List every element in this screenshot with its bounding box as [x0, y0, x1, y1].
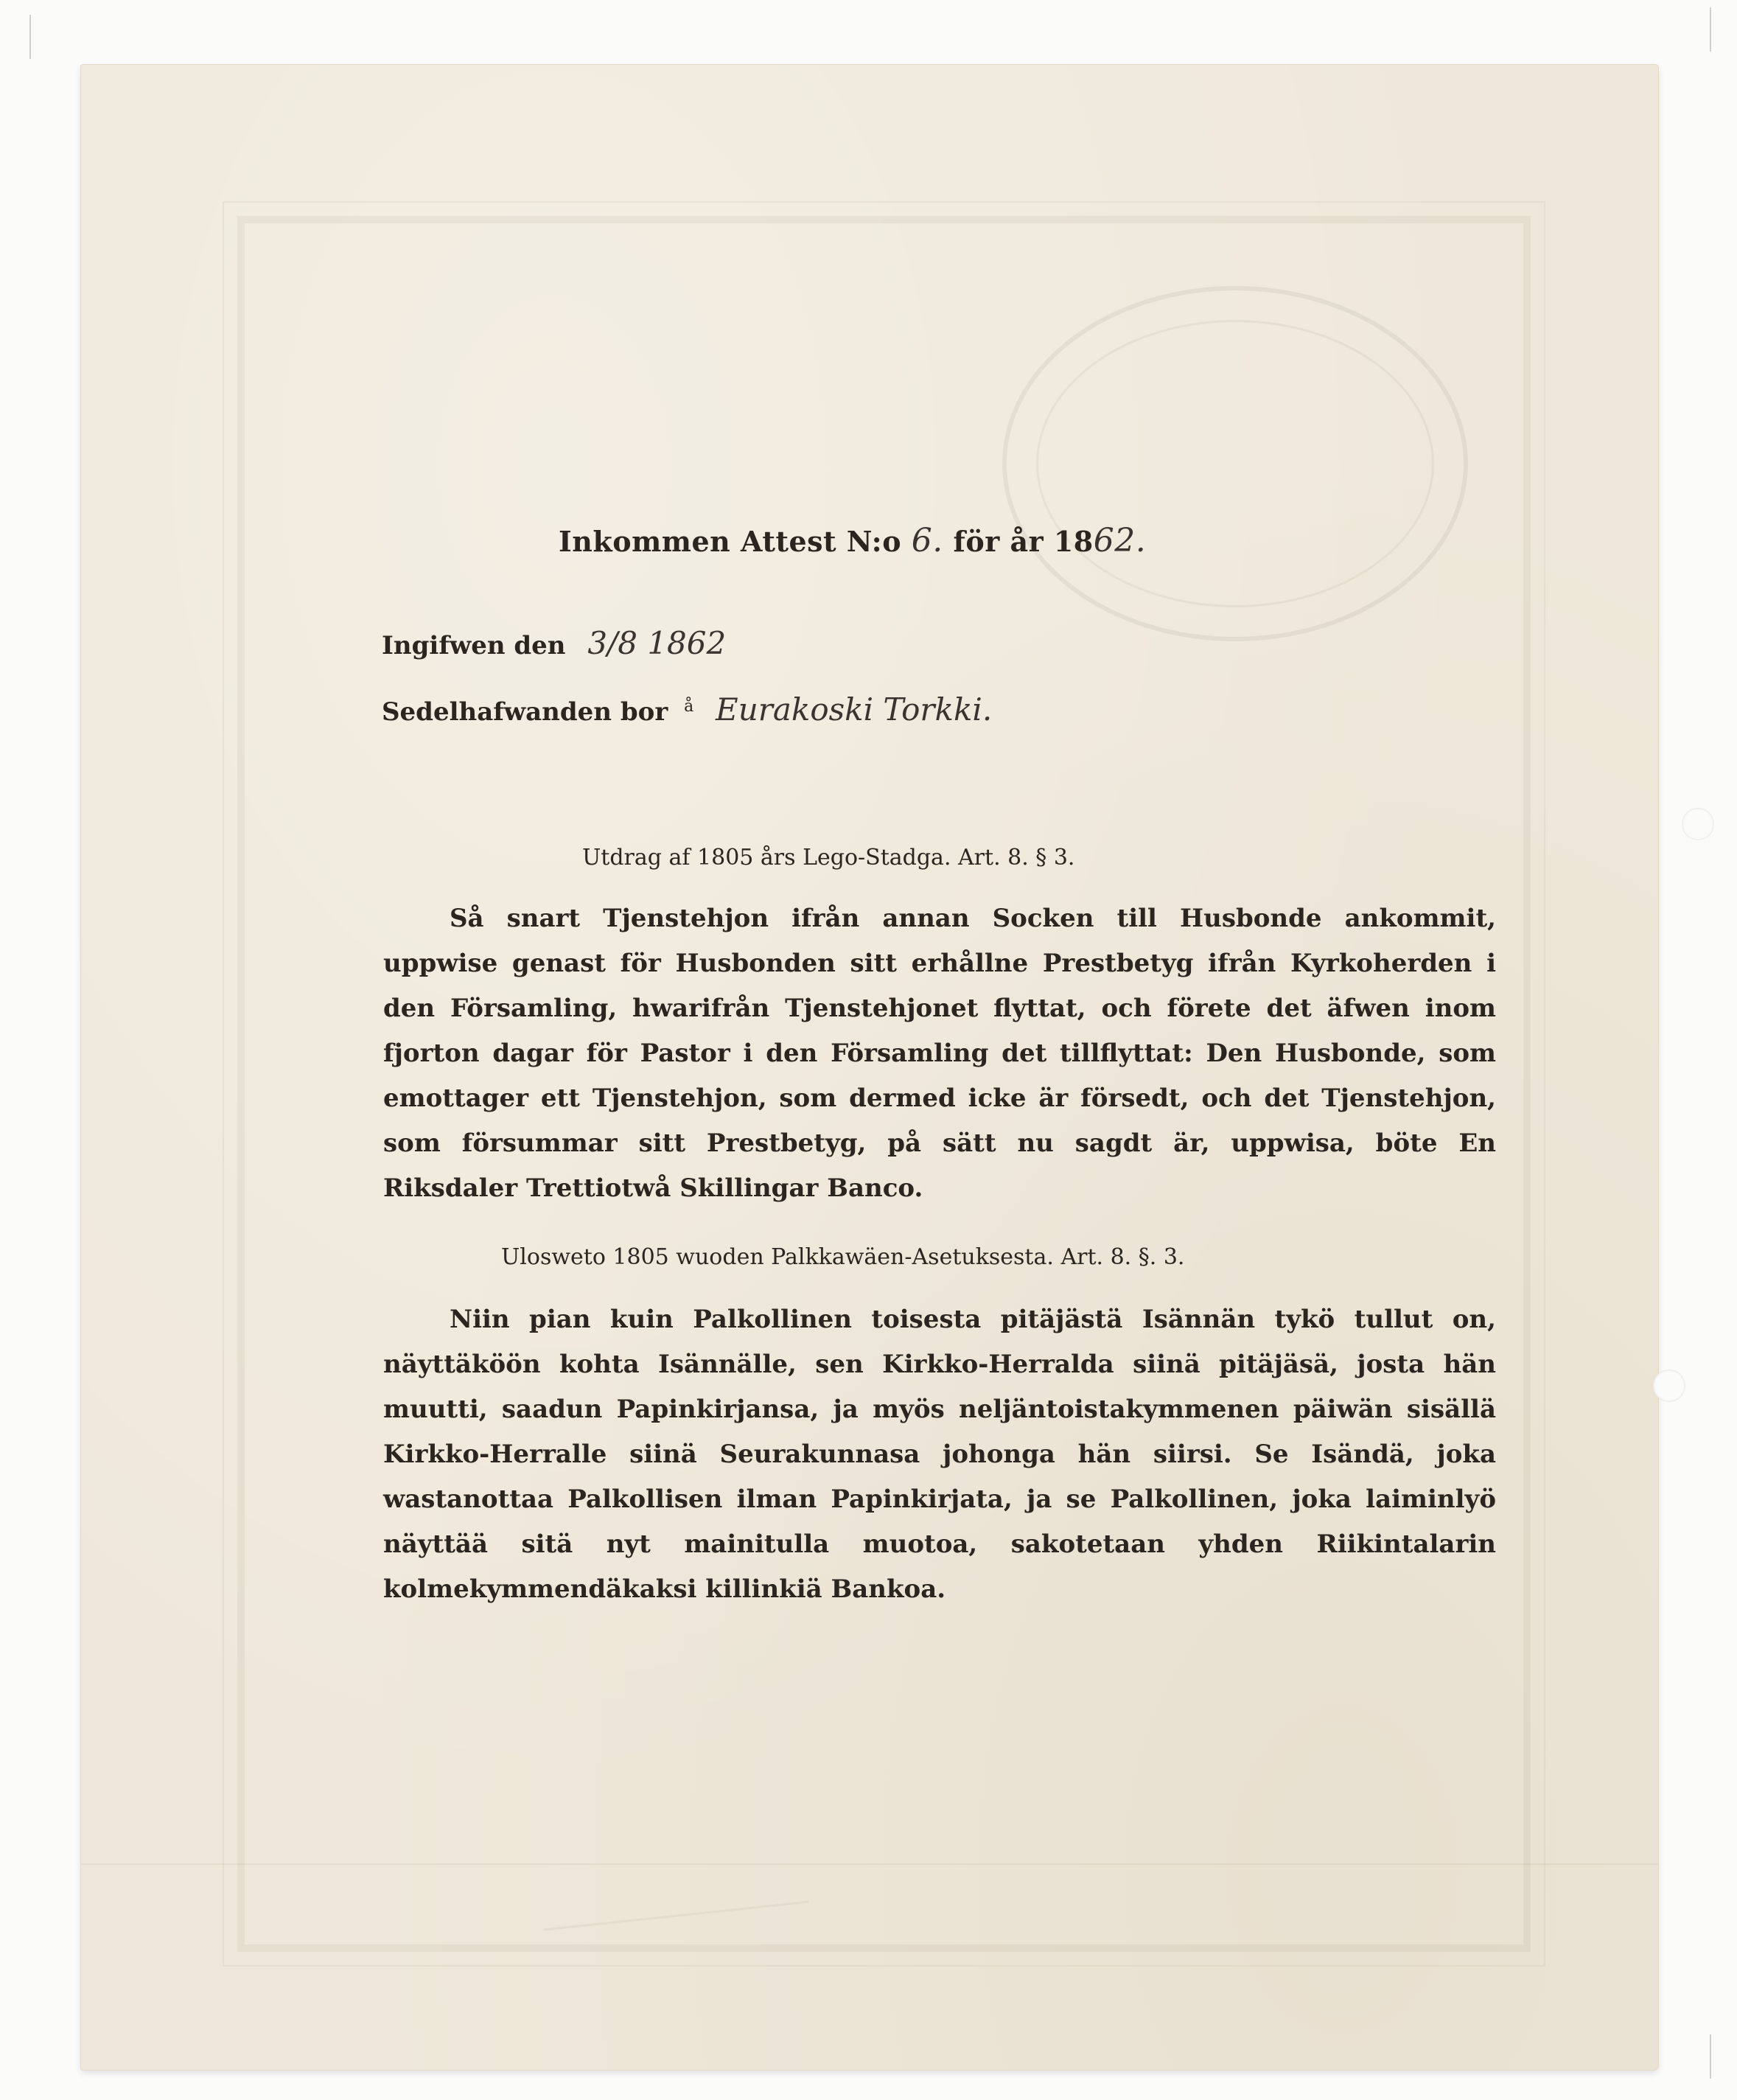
- finnish-heading: Ulosweto 1805 wuoden Palkkawäen-Asetuksesta. Art. 8. §. 3.: [501, 1244, 1185, 1270]
- punch-hole: [1653, 1370, 1685, 1402]
- bleed-through-stamp: [1002, 286, 1468, 641]
- finnish-paragraph: Niin pian kuin Palkollinen toisesta pitäjästä Isännän tykö tullut on, näyttäköön kohta Isännälle, sen Kirkko-Herralda siinä pitäjäsä, josta hän muutti, saadun Papinkirjansa, ja myös neljäntoistakymmenen päiwän sisällä Kirkko-Herralle siinä Seurakunnasa johonga hän siirsi. Se Isändä, joka wastanottaa Palkollisen ilman Papinkirjata, ja se Palkollinen, joka laiminlyö näyttää sitä nyt mainitulla muotoa, sakotetaan yhden Riikintalarin kolmekymmendäkaksi killinkiä Bankoa.: [383, 1305, 1496, 1604]
- residence-value: Eurakoski Torkki.: [716, 691, 993, 728]
- certificate-title: [559, 522, 1146, 559]
- year-suffix: 62.: [1093, 522, 1147, 559]
- swedish-heading: Utdrag af 1805 års Lego-Stadga. Art. 8. § 3.: [582, 845, 1075, 871]
- title-prefix: Inkommen Attest N:o: [559, 525, 902, 558]
- punch-hole: [1682, 808, 1714, 840]
- paper-sheet: [81, 65, 1658, 2070]
- crop-mark: [1658, 2034, 1711, 2079]
- residence-prefix: å: [684, 697, 694, 716]
- certificate-number: 6.: [911, 522, 943, 559]
- residence-line: [382, 691, 992, 728]
- residence-label: Sedelhafwanden bor: [382, 697, 668, 727]
- received-date: 3/8 1862: [587, 625, 727, 661]
- year-prefix: för år 18: [953, 525, 1094, 558]
- crop-mark: [29, 15, 83, 59]
- received-date-line: [382, 625, 726, 661]
- crop-mark: [1658, 7, 1711, 52]
- fold-crease: [81, 1863, 1658, 1865]
- received-label: Ingifwen den: [382, 631, 566, 660]
- swedish-paragraph: Så snart Tjenstehjon ifrån annan Socken till Husbonde ankommit, uppwise genast för Husbonden sitt erhållne Prestbetyg ifrån Kyrkoherden i den Församling, hwarifrån Tjenstehjonet flyttat, och förete det äfwen inom fjorton dagar för Pastor i den Församling det tillflyttat: Den Husbonde, som emottager ett Tjenstehjon, som dermed icke är försedt, och det Tjenstehjon, som försummar sitt Prestbetyg, på sätt nu sagdt är, uppwisa, böte En Riksdaler Trettiotwå Skillingar Banco.: [383, 904, 1496, 1203]
